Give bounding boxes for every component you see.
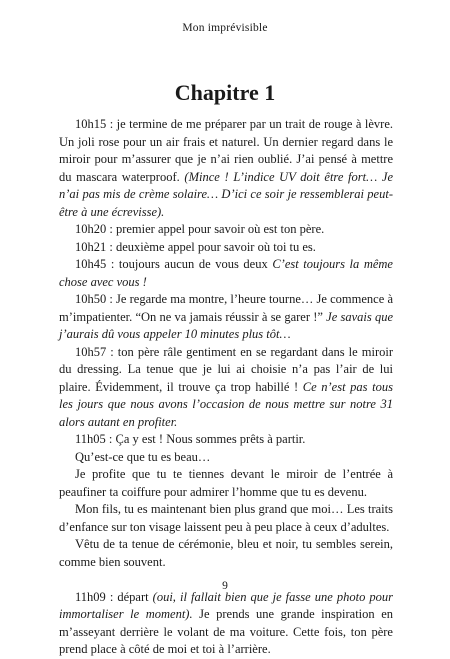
page-number: 9 bbox=[222, 580, 228, 592]
paragraph bbox=[59, 501, 393, 536]
italic-run: (Mince ! L’indice UV doit être fort… Je n’ai pas mis de crème solaire… D’ici ce soir je ressemblerai peut-être à une écrevisse). bbox=[59, 169, 393, 219]
text-run: 10h50 : Je regarde ma montre, l’heure tourne… Je commence à m’impatienter. “On ne va jamais réussir à se garer !” bbox=[59, 292, 393, 324]
paragraph bbox=[59, 256, 393, 291]
running-head: Mon imprévisible bbox=[182, 22, 268, 34]
body-text bbox=[59, 116, 393, 659]
paragraph bbox=[59, 431, 393, 449]
paragraph bbox=[59, 291, 393, 344]
italic-run: Ce n’est pas tous les jours que nous avons l’occasion de nous mettre sur notre 31 alors autant en profiter. bbox=[59, 379, 393, 429]
text-run: 10h21 : deuxième appel pour savoir où toi tu es. bbox=[75, 239, 316, 254]
text-run: 11h05 : Ça y est ! Nous sommes prêts à partir. bbox=[75, 432, 306, 446]
text-run: 10h20 : premier appel pour savoir où est ton père. bbox=[75, 222, 325, 236]
text-run: 10h15 : je termine de me préparer par un trait de rouge à lèvre. Un joli rose pour un air frais et naturel. Un dernier regard dans le miroir pour m’assurer que je n’ai rien oublié. J’ai pensé à mettre du mascara waterproof. bbox=[59, 117, 393, 184]
text-run: 11h09 : départ bbox=[75, 589, 153, 604]
text-run: 10h45 : toujours aucun de vous deux bbox=[75, 257, 273, 271]
paragraph bbox=[59, 536, 393, 571]
paragraph bbox=[59, 466, 393, 501]
text-run: Mon fils, tu es maintenant bien plus grand que moi… Les traits d’enfance sur ton visage laissent peu à peu place à ceux d’adultes. bbox=[59, 502, 393, 534]
paragraph bbox=[59, 344, 393, 432]
paragraph bbox=[59, 239, 393, 257]
text-run: 10h57 : ton père râle gentiment en se regardant dans le miroir du dressing. La tenue que je lui ai choisie n’a pas l’air de lui plaire. Évidemment, il trouve ça trop habillé ! bbox=[59, 344, 393, 394]
chapter-title: Chapitre 1 bbox=[174, 80, 276, 105]
italic-run: C’est toujours la même chose avec vous ! bbox=[59, 257, 393, 289]
paragraph bbox=[59, 589, 393, 659]
text-run: Qu’est-ce que tu es beau… bbox=[75, 449, 211, 464]
paragraph bbox=[59, 449, 393, 467]
italic-run: (oui, il fallait bien que je fasse une photo pour immortaliser le moment). bbox=[59, 589, 393, 621]
text-run: Vêtu de ta tenue de cérémonie, bleu et noir, tu sembles serein, comme bien souvent. bbox=[59, 537, 393, 569]
text-run: Je profite que tu te tiennes devant le miroir de l’entrée à peaufiner ta coiffure pour admirer l’homme que tu es devenu. bbox=[59, 467, 393, 499]
text-run: Je prends une grande inspiration en m’asseyant derrière le volant de ma voiture. Cette fois, ton père prend place à côté de moi et toi à l’arrière. bbox=[59, 607, 393, 656]
paragraph bbox=[59, 221, 393, 239]
paragraph bbox=[59, 116, 393, 221]
italic-run: Je savais que j’aurais dû vous appeler 10 minutes plus tôt… bbox=[59, 309, 393, 341]
